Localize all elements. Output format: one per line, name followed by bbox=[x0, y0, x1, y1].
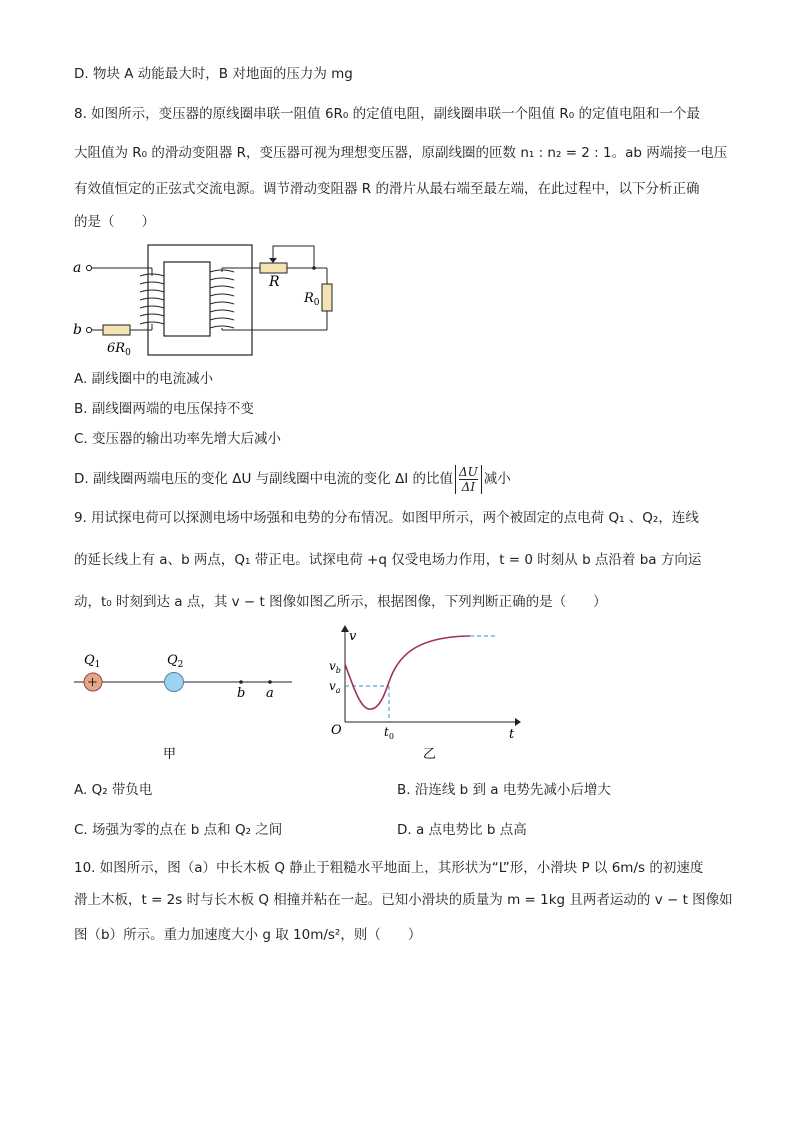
origin-o: O bbox=[331, 723, 342, 738]
label-b: b bbox=[73, 322, 82, 338]
q8-stem-line1: 8. 如图所示，变压器的原线圈串联一阻值 6R₀ 的定值电阻，副线圈串联一个阻值 R₀ 的定值电阻和一个最 bbox=[74, 106, 701, 122]
q8-option-d-fraction: $\frac{\Delta U}{\Delta I}$ bbox=[455, 465, 482, 494]
terminal-b bbox=[86, 327, 91, 332]
label-r: R bbox=[269, 274, 280, 290]
label-b: b bbox=[237, 686, 246, 701]
label-a: a bbox=[266, 686, 274, 701]
q8-option-c: C. 变压器的输出功率先增大后减小 bbox=[74, 431, 282, 447]
svg-text:+: + bbox=[87, 675, 98, 690]
q8-option-d-suffix: 减小 bbox=[483, 471, 511, 487]
q10-stem-line2: 滑上木板，t = 2s 时与长木板 Q 相撞并粘在一起。已知小滑块的质量为 m = 1kg 且两者运动的 v − t 图像如 bbox=[74, 892, 733, 908]
q10-stem-line3: 图（b）所示。重力加速度大小 g 取 10m/s²，则（ ） bbox=[74, 927, 422, 943]
q9-option-a: A. Q₂ 带负电 bbox=[74, 782, 153, 798]
q9-option-d: D. a 点电势比 b 点高 bbox=[397, 822, 527, 838]
q8-option-a: A. 副线圈中的电流减小 bbox=[74, 371, 214, 387]
q8-stem-line3: 有效值恒定的正弦式交流电源。调节滑动变阻器 R 的滑片从最右端至最左端，在此过程中，以下分析正确 bbox=[74, 181, 700, 197]
caption-yi: 乙 bbox=[423, 747, 437, 762]
axis-t: t bbox=[509, 727, 515, 742]
label-6r0: $6R_0$ bbox=[107, 341, 131, 358]
label-va: $v_a$ bbox=[329, 679, 341, 695]
q9-figure-yi-vt-graph bbox=[325, 622, 525, 767]
q9-figure-jia bbox=[72, 645, 297, 765]
q9-stem-line1: 9. 用试探电荷可以探测电场中场强和电势的分布情况。如图甲所示，两个被固定的点电荷 Q₁ 、Q₂，连线 bbox=[74, 510, 699, 526]
q10-stem-line1: 10. 如图所示，图（a）中长木板 Q 静止于粗糙水平地面上，其形状为“L”形，小滑块 P 以 6m/s 的初速度 bbox=[74, 860, 704, 876]
label-r0: $R_0$ bbox=[304, 291, 320, 308]
q9-option-b: B. 沿连线 b 到 a 电势先减小后增大 bbox=[397, 782, 611, 798]
q8-stem-line2: 大阻值为 R₀ 的滑动变阻器 R，变压器可视为理想变压器，原副线圈的匝数 n₁ : n₂ = 2 : 1。ab 两端接一电压 bbox=[74, 145, 728, 161]
charge-q2 bbox=[165, 673, 184, 692]
label-t0: $t_0$ bbox=[384, 725, 394, 741]
secondary-coil bbox=[210, 270, 234, 328]
vt-curve bbox=[345, 636, 470, 709]
point-b bbox=[239, 680, 243, 684]
terminal-a bbox=[86, 265, 91, 270]
label-q1: $Q_1$ bbox=[84, 653, 101, 670]
axis-v: v bbox=[349, 629, 357, 644]
q8-transformer-circuit bbox=[70, 238, 350, 363]
q9-option-c: C. 场强为零的点在 b 点和 Q₂ 之间 bbox=[74, 822, 283, 838]
q8-stem-line4: 的是（ ） bbox=[74, 214, 155, 230]
label-a: a bbox=[73, 260, 82, 276]
label-vb: $v_b$ bbox=[329, 659, 341, 675]
transformer-core-inner bbox=[164, 262, 210, 336]
q7-option-d: D. 物块 A 动能最大时，B 对地面的压力为 mg bbox=[74, 66, 353, 82]
q9-stem-line2: 的延长线上有 a、b 两点，Q₁ 带正电。试探电荷 +q 仅受电场力作用，t = 0 时刻从 b 点沿着 ba 方向运 bbox=[74, 552, 702, 568]
primary-coil bbox=[140, 274, 164, 324]
slide-rheostat-r bbox=[260, 263, 287, 273]
caption-jia: 甲 bbox=[163, 747, 177, 762]
resistor-r0 bbox=[322, 284, 332, 311]
q8-option-b: B. 副线圈两端的电压保持不变 bbox=[74, 401, 254, 417]
resistor-6r0 bbox=[103, 325, 130, 335]
q9-stem-line3: 动，t₀ 时刻到达 a 点，其 v − t 图像如图乙所示，根据图像，下列判断正确的是（ ） bbox=[74, 594, 607, 610]
label-q2: $Q_2$ bbox=[167, 653, 184, 670]
q8-option-d bbox=[74, 460, 511, 498]
point-a bbox=[268, 680, 272, 684]
q8-option-d-text: D. 副线圈两端电压的变化 ΔU 与副线圈中电流的变化 ΔI 的比值 bbox=[74, 471, 453, 487]
